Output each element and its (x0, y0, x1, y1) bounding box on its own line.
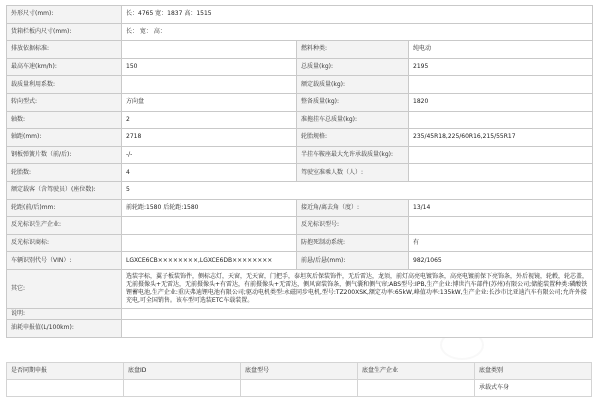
spec-value: 长：4765 宽：1837 高：1515 (122, 6, 593, 24)
spec-label: 货箱栏板内尺寸(mm): (7, 23, 122, 41)
spec-row-cargo-box (7, 23, 593, 41)
spec-label: 防抱死制动系统: (297, 234, 409, 252)
spec-label: 准拖挂车总质量(kg): (297, 111, 409, 129)
spec-label: 轮距(前/后)mm: (7, 199, 122, 217)
spec-label: 载质量利用系数: (7, 76, 122, 94)
spec-row (7, 199, 593, 217)
spec-value: LGXCE6CB××××××××,LGXCE6DB×××××××× (122, 252, 297, 270)
spec-label: 总质量(kg): (297, 58, 409, 76)
spec-value (122, 308, 593, 319)
spec-value: 方向盘 (122, 93, 297, 111)
spec-label: 说明: (7, 308, 122, 319)
spec-value: 1820 (409, 93, 593, 111)
spec-label: 轮胎规格: (297, 129, 409, 147)
spec-label: 车辆识别代号（VIN）: (7, 252, 122, 270)
chassis-header: 是否同期申报 (7, 363, 124, 380)
spec-value: 5 (122, 181, 593, 199)
spec-value (409, 76, 593, 94)
spec-value: 982/1065 (409, 252, 593, 270)
spec-value: 2195 (409, 58, 593, 76)
chassis-cell (241, 380, 358, 397)
spec-label: 外形尺寸(mm): (7, 6, 122, 24)
spec-value: 纯电动 (409, 41, 593, 59)
spec-row-seats (7, 181, 593, 199)
spec-label: 反光标识型号: (297, 217, 409, 235)
spec-label: 反光标识商标: (7, 234, 122, 252)
chassis-table (6, 362, 592, 397)
chassis-header: 底盘生产企业 (358, 363, 475, 380)
spec-value (122, 319, 593, 337)
spec-value: 前轮距:1580 后轮距:1580 (122, 199, 297, 217)
spec-row (7, 41, 593, 59)
chassis-cell: 承载式车身 (475, 380, 592, 397)
chassis-cell (124, 380, 241, 397)
spec-label: 额定载质量(kg): (297, 76, 409, 94)
spec-label: 整备质量(kg): (297, 93, 409, 111)
spec-label: 接近角/离去角（度）: (297, 199, 409, 217)
spec-row-remark (7, 308, 593, 319)
spec-label: 轴距(mm): (7, 129, 122, 147)
spec-row-dimensions (7, 6, 593, 24)
spec-value (409, 111, 593, 129)
spec-row (7, 217, 593, 235)
spec-row (7, 234, 593, 252)
spec-label: 轮胎数: (7, 164, 122, 182)
spec-label: 反光标识生产企业: (7, 217, 122, 235)
spec-row-other (7, 269, 593, 308)
spec-label: 最高车速(km/h): (7, 58, 122, 76)
spec-value: 有 (409, 234, 593, 252)
chassis-cell (7, 380, 124, 397)
spec-value: 235/45R18,225/60R16,215/55R17 (409, 129, 593, 147)
spec-value (122, 41, 297, 59)
chassis-header: 底盘型号 (241, 363, 358, 380)
spec-row (7, 146, 593, 164)
spec-row (7, 111, 593, 129)
spec-label: 驾驶室准乘人数（人）: (297, 164, 409, 182)
spec-label: 钢板弹簧片数（前/后): (7, 146, 122, 164)
spec-value: 4 (122, 164, 297, 182)
spec-label: 前悬/后悬(mm): (297, 252, 409, 270)
spec-value (409, 146, 593, 164)
chassis-header-row (7, 363, 592, 380)
spec-row (7, 129, 593, 147)
spec-value: 2 (122, 111, 297, 129)
spec-value (409, 164, 593, 182)
spec-value: 选装字标，翼子板装饰件，侧标志灯，天窗，无天窗，门把手，泰坦灰后保装饰件，无后雷达，龙須，前灯高亮电镀饰条，高亮电镀前保下亮饰条，外后视镜，轮毂，轮芯盖，无前摄像头+无雷达，无前摄像头+有雷达，有前摄像头+无雷达，侧风窗装饰条，侧气囊和侧气帘;ABS型号:IPB,生产企业:博世汽车部件(苏州)有限公司;储能装置种类:磷酸铁锂蓄电池,生产企业:重庆弗迪锂电池有限公司;驱动电机类型:永磁同步电机,型号:TZ200XSK,额定功率:65kW,峰值功率:135kW,生产企业:长沙市比亚迪汽车有限公司;允许外接充电,可全国销售。该车型可选装ETC车载装置。 (122, 269, 593, 308)
chassis-header: 底盘类别 (475, 363, 592, 380)
spec-row (7, 58, 593, 76)
vehicle-spec-table (6, 5, 593, 338)
spec-value (122, 234, 297, 252)
spec-label: 半挂车鞍座最大允许承载质量(kg): (297, 146, 409, 164)
spec-value (122, 76, 297, 94)
spec-row (7, 76, 593, 94)
spec-label: 油耗申报值(L/100km): (7, 319, 122, 337)
spec-row (7, 164, 593, 182)
spec-value: 2718 (122, 129, 297, 147)
spec-label: 燃料种类: (297, 41, 409, 59)
spec-value: 长： 宽： 高： (122, 23, 593, 41)
spec-value: 13/14 (409, 199, 593, 217)
spec-value (122, 217, 297, 235)
chassis-header: 底盘ID (124, 363, 241, 380)
spec-row (7, 93, 593, 111)
spec-value (409, 217, 593, 235)
spec-label: 排放依据标准: (7, 41, 122, 59)
spec-label: 转向型式: (7, 93, 122, 111)
spec-row-vin (7, 252, 593, 270)
spec-value: -/- (122, 146, 297, 164)
spec-row-fuel (7, 319, 593, 337)
spec-value: 150 (122, 58, 297, 76)
spec-label: 额定载客（含驾驶员）(座位数): (7, 181, 122, 199)
chassis-cell (358, 380, 475, 397)
chassis-row (7, 380, 592, 397)
spec-label: 轴数: (7, 111, 122, 129)
spec-label: 其它: (7, 269, 122, 308)
